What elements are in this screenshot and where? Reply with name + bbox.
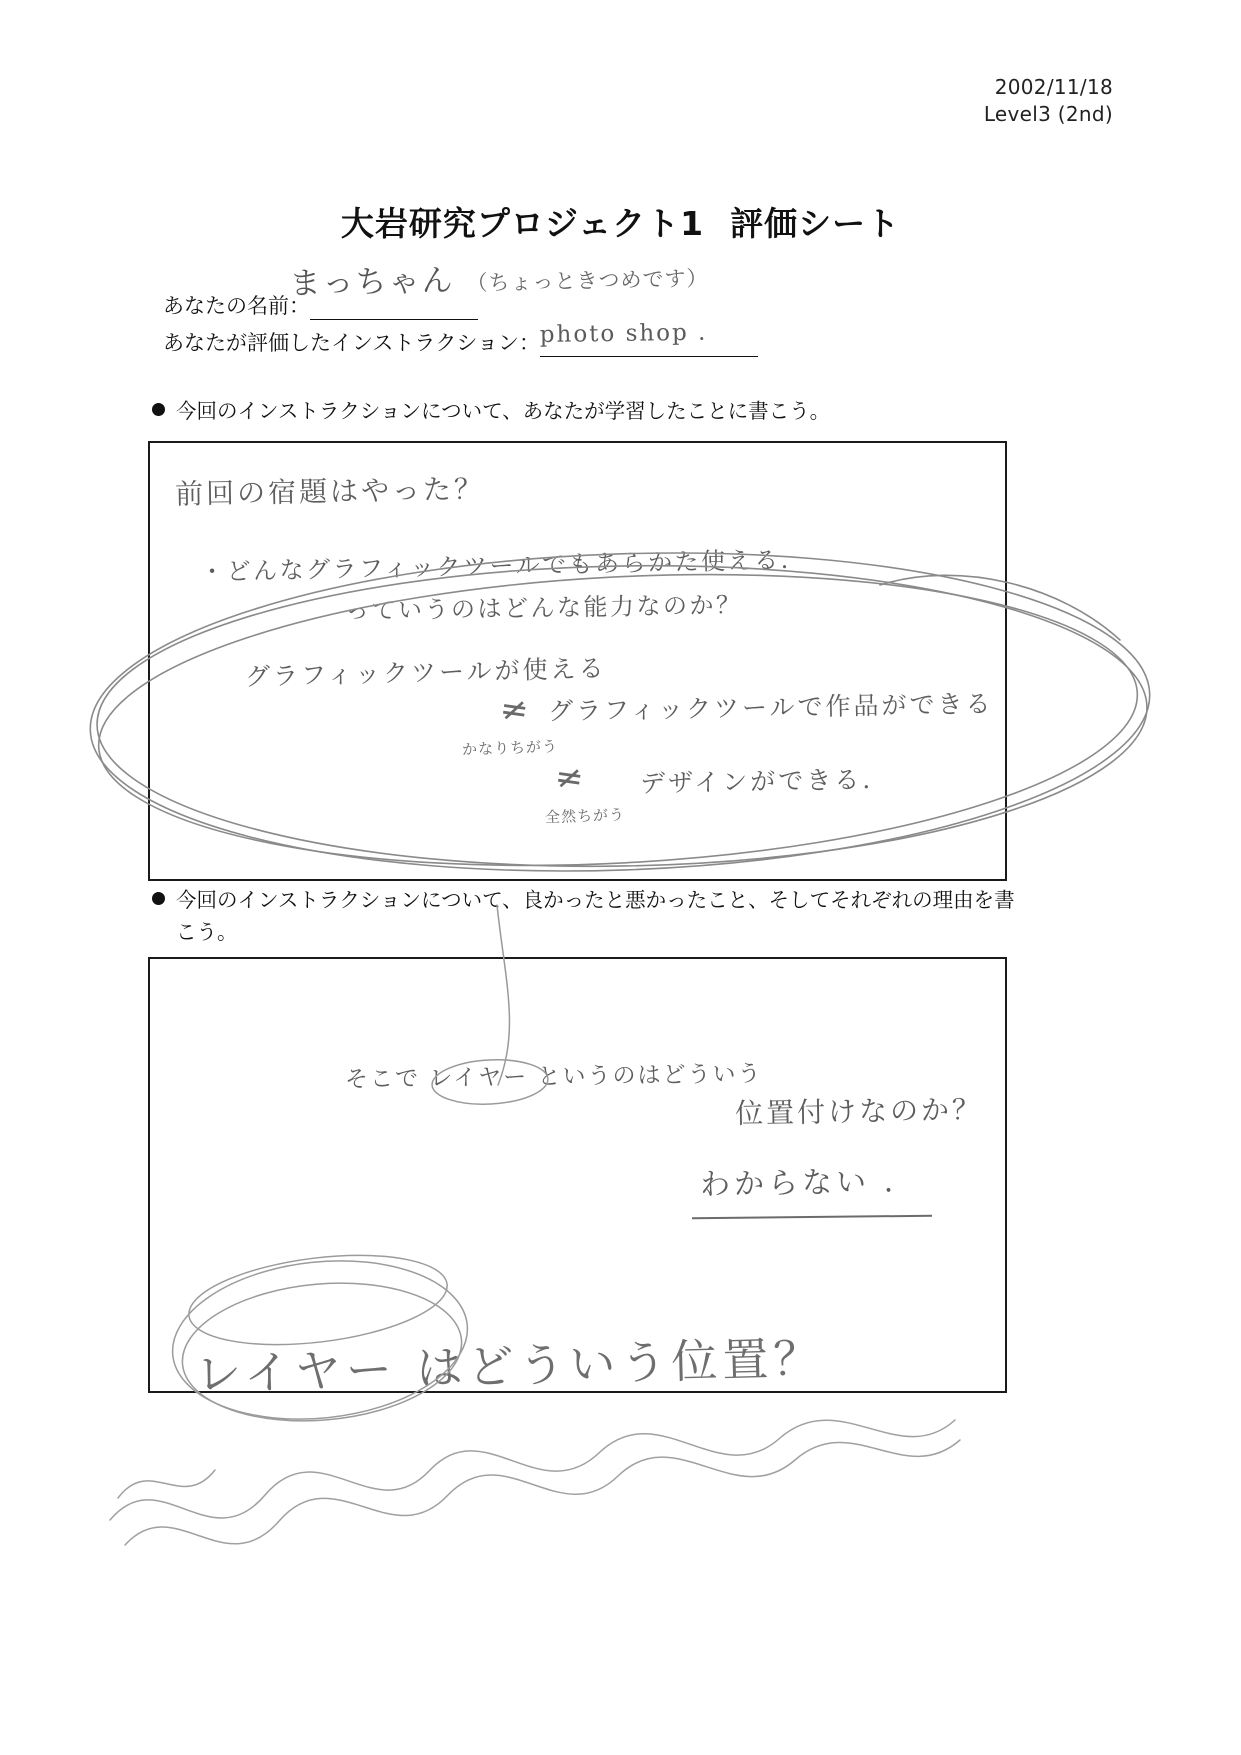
answer1-line1: 前回の宿題はやった？ <box>174 472 486 511</box>
page-title <box>0 198 1241 245</box>
prompt-question-2-text: 今回のインストラクションについて、良かったと悪かったこと、そしてそれぞれの理由を書こう。 <box>176 888 1015 944</box>
answer1-line4: グラフィックツールが使える <box>244 653 607 692</box>
answer2-line1: そこで レイヤー というのはどういう <box>344 1061 763 1093</box>
answer1-line2: ・どんなグラフィックツールでもあらかた使える. <box>199 545 792 587</box>
answer1-mark1: ≠ <box>497 688 532 732</box>
answer2-line4: レイヤー はどういう位置？ <box>194 1330 826 1402</box>
scribble-wave-2 <box>125 1440 960 1545</box>
answer1-line6: デザインができる. <box>639 764 874 799</box>
header-level: Level3 (2nd) <box>983 102 1113 126</box>
scribble-wave-1 <box>110 1420 955 1520</box>
prompt-question-1-text: 今回のインストラクションについて、あなたが学習したことに書こう。 <box>176 399 831 423</box>
name-field-label: あなたの名前： <box>163 294 310 318</box>
page-title-part1: 大岩研究プロジェクト1 <box>340 204 705 243</box>
bullet-icon <box>152 403 165 416</box>
header-date: 2002/11/18 <box>994 75 1113 99</box>
answer1-line5: グラフィックツールで作品ができる <box>547 689 994 726</box>
prompt-question-1 <box>152 396 1052 428</box>
scribble-wave-3 <box>118 1470 215 1498</box>
answer2-line3: わからない . <box>699 1164 898 1203</box>
page-title-part2: 評価シート <box>730 204 901 243</box>
instruction-handwritten-value: photo shop . <box>539 319 708 348</box>
answer1-note1: かなりちがう <box>461 737 559 759</box>
name-handwritten-note: （ちょっときつめです） <box>466 266 709 296</box>
name-field-handwriting <box>289 249 709 303</box>
answer1-note2: 全然ちがう <box>544 805 626 827</box>
header-meta <box>984 74 1113 128</box>
answer1-line3: っていうのはどんな能力なのか？ <box>344 590 743 626</box>
instruction-field-label: あなたが評価したインストラクション： <box>163 331 540 355</box>
answer1-mark2: ≠ <box>552 756 587 800</box>
prompt-question-2 <box>152 885 1032 949</box>
name-handwritten-value: まっちゃん <box>289 262 455 303</box>
answer2-line2: 位置付けなのか？ <box>734 1092 984 1131</box>
bullet-icon <box>152 892 165 905</box>
